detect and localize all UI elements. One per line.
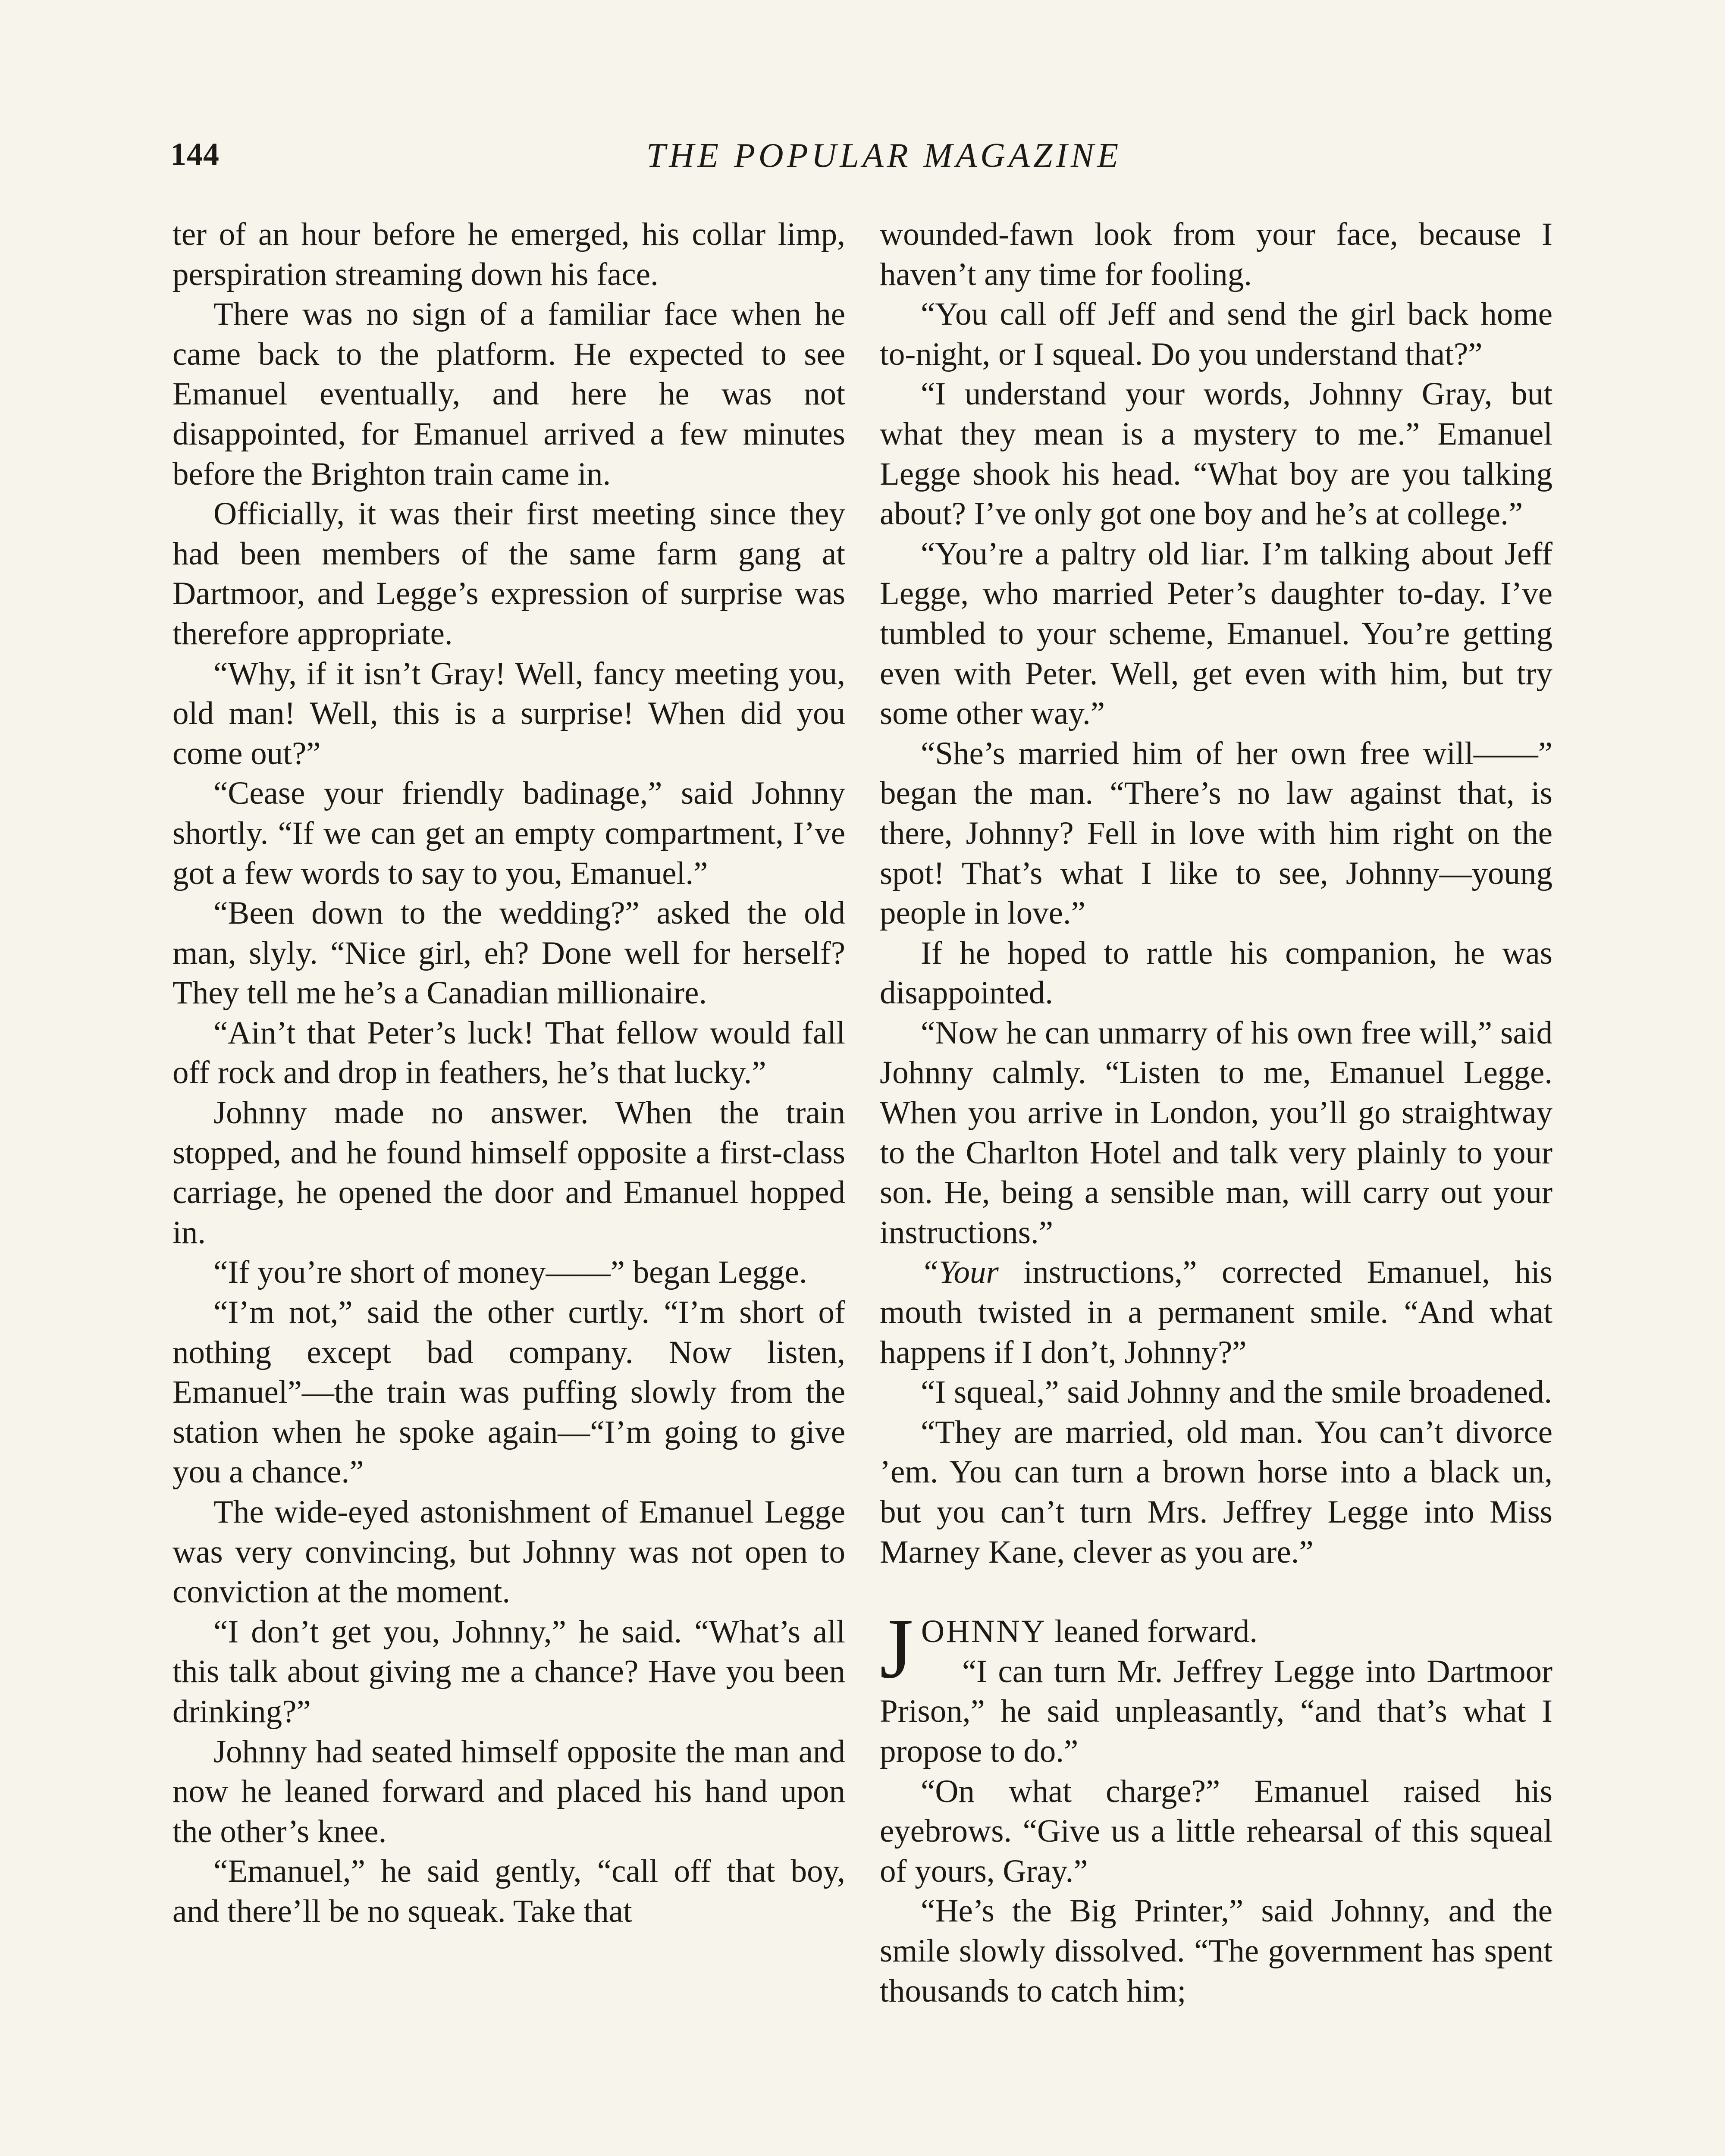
drop-cap: J [880, 1601, 913, 1697]
paragraph: Officially, it was their first meeting since they had been members of the same farm gang at Dartmoor, and Legge’s expression of surprise was therefore appropriate. [172, 496, 845, 652]
paragraph: ter of an hour before he emerged, his collar limp, perspiration streaming down his face. [172, 216, 845, 292]
paragraph: “Cease your friendly badinage,” said Johnny shortly. “If we can get an empty compartment, I’ve got a few words to say to you, Emanuel.” [172, 775, 845, 891]
paragraph: “I don’t get you, Johnny,” he said. “What’s all this talk about giving me a chance? Have you been drinking?” [172, 1614, 845, 1730]
paragraph: “Now he can unmarry of his own free will,” said Johnny calmly. “Listen to me, Emanuel Legge. When you arrive in London, you’ll go straightway to the Charlton Hotel and talk very plainly to your son. He, being a sensible man, will carry out your instructions.” [880, 1015, 1552, 1250]
paragraph: “You call off Jeff and send the girl back home to-night, or I squeal. Do you understand that?” [880, 296, 1552, 372]
paragraph: “I understand your words, Johnny Gray, but what they mean is a mystery to me.” Emanuel Legge shook his head. “What boy are you talking about? I’ve only got one boy and he’s at college.” [880, 376, 1552, 532]
paragraph: “I’m not,” said the other curtly. “I’m short of nothing except bad company. Now listen, Emanuel”—the train was puffing slowly from the station when he spoke again—“I’m going to give you a chance.” [172, 1294, 845, 1490]
paragraph: “You’re a paltry old liar. I’m talking about Jeff Legge, who married Peter’s daughter to-day. I’ve tumbled to your scheme, Emanuel. You’re getting even with Peter. Well, get even with him, but try some other way.” [880, 536, 1552, 732]
paragraph: “Ain’t that Peter’s luck! That fellow would fall off rock and drop in feathers, he’s that lucky.” [172, 1015, 845, 1091]
paragraph: “They are married, old man. You can’t divorce ’em. You can turn a brown horse into a black un, but you can’t turn Mrs. Jeffrey Legge into Miss Marney Kane, clever as you are.” [880, 1414, 1552, 1570]
paragraph: “She’s married him of her own free will——” began the man. “There’s no law against that, is there, Johnny? Fell in love with him right on the spot! That’s what I like to see, Johnny—young people in love.” [880, 735, 1552, 931]
paragraph: “I squeal,” said Johnny and the smile broadened. [921, 1374, 1552, 1410]
emphasis-word: “Your [921, 1254, 999, 1291]
small-caps-lead: OHNNY [921, 1614, 1047, 1650]
paragraph: “Emanuel,” he said gently, “call off that boy, and there’ll be no squeak. Take that [172, 1853, 845, 1929]
paragraph: “Why, if it isn’t Gray! Well, fancy meeting you, old man! Well, this is a surprise! When did you come out?” [172, 655, 845, 771]
paragraph: “If you’re short of money——” began Legge. [213, 1254, 807, 1291]
paragraph-text: leaned forward. [1046, 1614, 1258, 1650]
section-opening-paragraph [880, 1601, 1552, 1697]
paragraph: The wide-eyed astonishment of Emanuel Legge was very convincing, but Johnny was not open to conviction at the moment. [172, 1494, 845, 1610]
paragraph: There was no sign of a familiar face when he came back to the platform. He expected to see Emanuel eventually, and here he was not disappointed, for Emanuel arrived a few minutes before the Brighton train came in. [172, 296, 845, 492]
right-column [880, 215, 1552, 2011]
running-title: THE POPULAR MAGAZINE [646, 137, 1122, 175]
page-header [0, 136, 1725, 184]
left-column [172, 215, 845, 1932]
paragraph [880, 1253, 1552, 1373]
paragraph: “Been down to the wedding?” asked the old man, slyly. “Nice girl, eh? Done well for herself? They tell me he’s a Canadian millionaire. [172, 895, 845, 1011]
paragraph-text: instructions,” corrected Emanuel, his mouth twisted in a permanent smile. “And what happens if I don’t, Johnny?” [880, 1254, 1552, 1370]
paragraph: “He’s the Big Printer,” said Johnny, and the smile slowly dissolved. “The government has spent thousands to catch him; [880, 1893, 1552, 2009]
paragraph: “On what charge?” Emanuel raised his eyebrows. “Give us a little rehearsal of this squeal of yours, Gray.” [880, 1773, 1552, 1889]
paragraph: wounded-fawn look from your face, because I haven’t any time for fooling. [880, 216, 1552, 292]
page-number: 144 [170, 137, 220, 172]
paragraph: If he hoped to rattle his companion, he was disappointed. [880, 935, 1552, 1011]
paragraph: “I can turn Mr. Jeffrey Legge into Dartmoor Prison,” he said unpleasantly, “and that’s what I propose to do.” [880, 1653, 1552, 1769]
paragraph: Johnny had seated himself opposite the man and now he leaned forward and placed his hand upon the other’s knee. [172, 1733, 845, 1849]
paragraph: Johnny made no answer. When the train stopped, and he found himself opposite a first-class carriage, he opened the door and Emanuel hopped in. [172, 1095, 845, 1250]
